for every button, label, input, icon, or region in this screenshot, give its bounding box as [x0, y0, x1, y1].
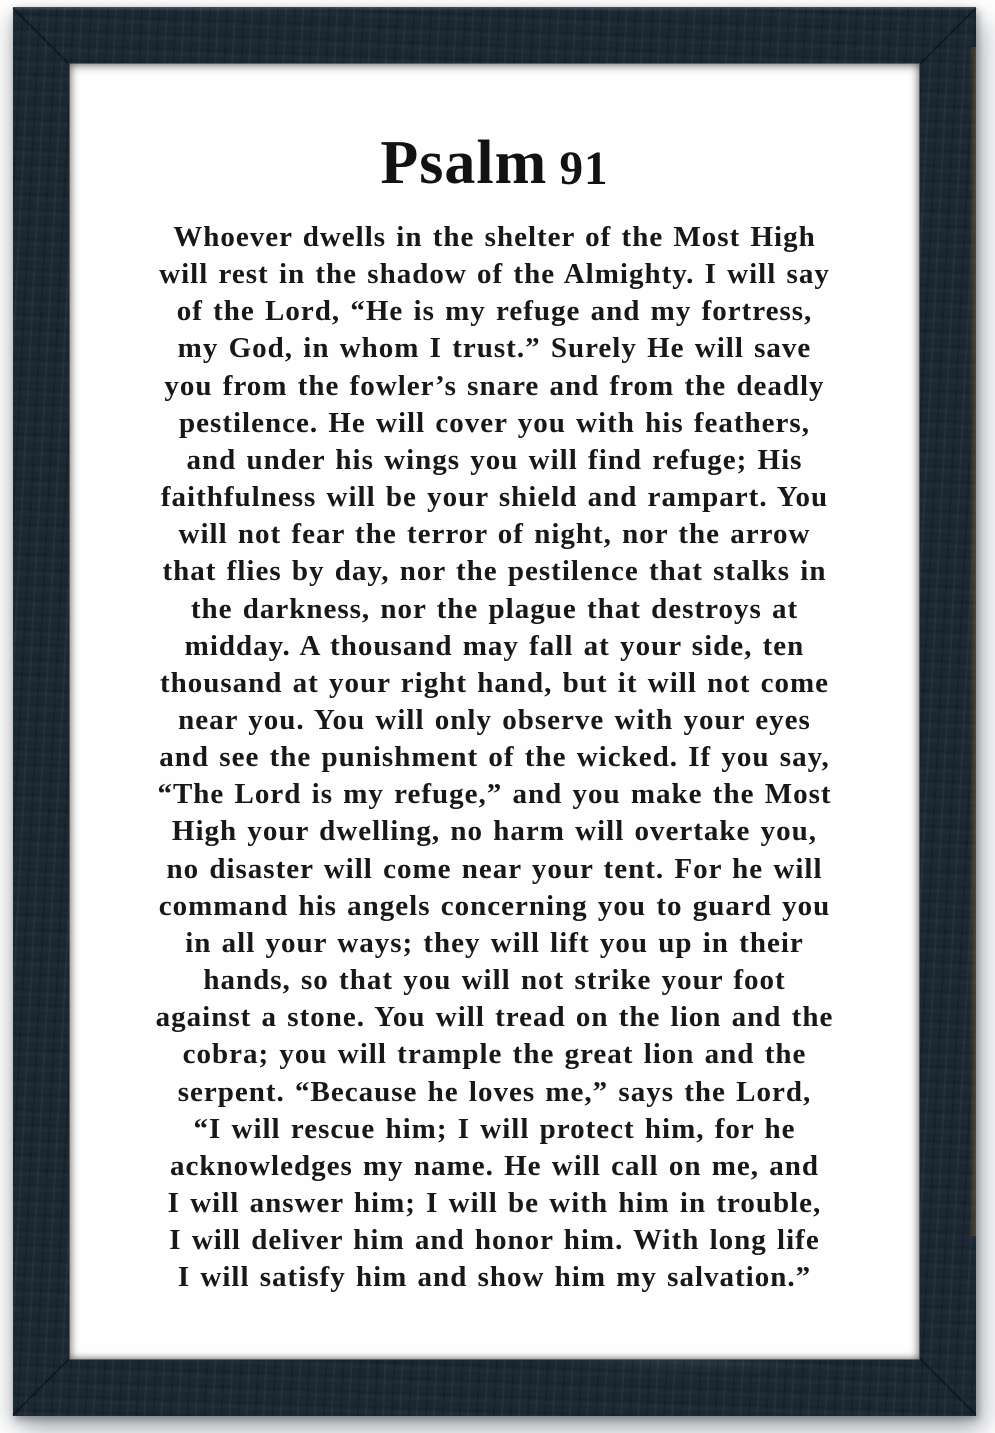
- psalm-line: no disaster will come near your tent. For he will: [166, 852, 823, 885]
- psalm-line: will rest in the shadow of the Almighty. I will say: [159, 258, 830, 291]
- psalm-line: and see the punishment of the wicked. If you say,: [159, 741, 830, 774]
- psalm-line: and under his wings you will find refuge; His: [186, 443, 803, 476]
- poster-title-word: Psalm: [380, 129, 548, 197]
- psalm-line: I will answer him; I will be with him in trouble,: [167, 1187, 822, 1219]
- picture-frame: [13, 7, 976, 1416]
- psalm-line: “The Lord is my refuge,” and you make the Most: [157, 778, 832, 811]
- psalm-line: hands, so that you will not strike your foot: [203, 964, 786, 997]
- frame-top-sheen: [13, 7, 976, 11]
- poster-title: [69, 127, 920, 205]
- frame-miter-joint: [919, 1358, 977, 1416]
- psalm-line: near you. You will only observe with your eyes: [178, 703, 811, 736]
- psalm-line: faithfulness will be your shield and rampart. You: [160, 481, 829, 514]
- psalm-line: command his angels concerning you to guard you: [158, 889, 831, 922]
- frame-miter-joint: [12, 1358, 70, 1416]
- psalm-line: serpent. “Because he loves me,” says the Lord,: [177, 1075, 812, 1108]
- psalm-line: my God, in whom I trust.” Surely He will save: [177, 332, 812, 365]
- psalm-line: Whoever dwells in the shelter of the Most High: [173, 220, 816, 253]
- psalm-line: High your dwelling, no harm will overtake you,: [171, 815, 818, 848]
- frame-edge-highlight: [969, 47, 976, 1236]
- psalm-line: thousand at your right hand, but it will not come: [159, 666, 830, 699]
- psalm-line: against a stone. You will tread on the lion and the: [155, 1001, 834, 1034]
- psalm-line: midday. A thousand may fall at your side, ten: [184, 629, 805, 662]
- frame-miter-joint: [919, 7, 977, 65]
- frame-miter-joint: [12, 7, 70, 65]
- psalm-line: I will satisfy him and show him my salvation.”: [177, 1261, 812, 1294]
- psalm-line: will not fear the terror of night, nor the arrow: [178, 518, 811, 551]
- psalm-line: “I will rescue him; I will protect him, for he: [193, 1112, 796, 1145]
- psalm-line: I will deliver him and honor him. With long life: [169, 1224, 820, 1257]
- psalm-line: you from the fowler’s snare and from the deadly: [164, 369, 825, 402]
- poster-title-number: 91: [559, 142, 609, 195]
- psalm-line: of the Lord, “He is my refuge and my fortress,: [176, 295, 813, 328]
- psalm-text: [69, 219, 920, 1297]
- psalm-line: acknowledges my name. He will call on me, and: [169, 1149, 820, 1182]
- psalm-line: cobra; you will trample the great lion and the: [182, 1038, 807, 1071]
- psalm-line: the darkness, nor the plague that destroys at: [190, 592, 799, 625]
- poster-paper: [69, 63, 920, 1360]
- psalm-line: in all your ways; they will lift you up in their: [185, 926, 804, 959]
- psalm-line: that flies by day, nor the pestilence that stalks in: [162, 555, 827, 588]
- psalm-line: pestilence. He will cover you with his feathers,: [179, 406, 810, 439]
